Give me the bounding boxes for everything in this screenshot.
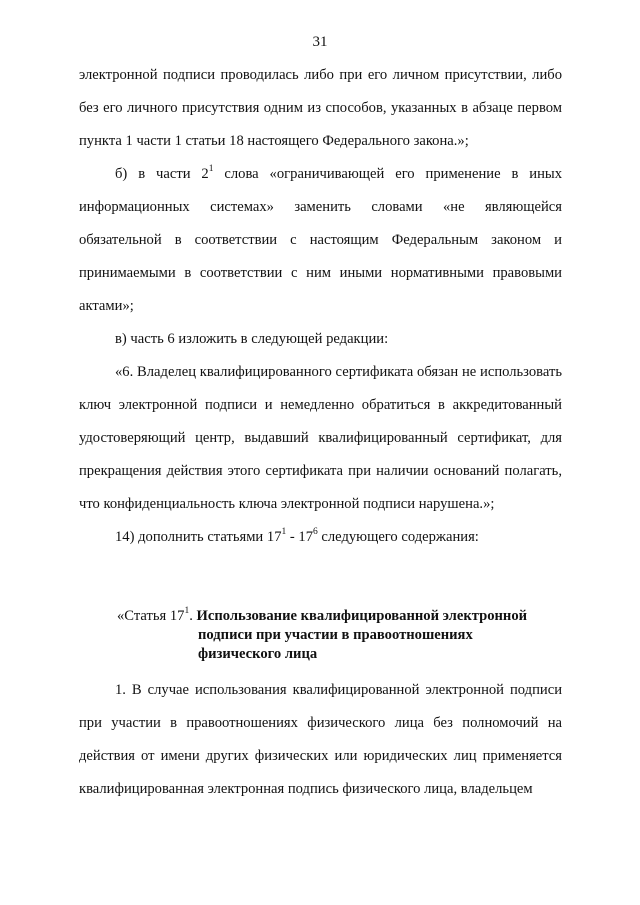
paragraph-v: в) часть 6 изложить в следующей редакции: xyxy=(115,331,389,347)
article-number-dot: . xyxy=(189,608,197,624)
item-14-text-1: 14) дополнить статьями 17 xyxy=(115,529,282,545)
paragraph-b xyxy=(79,158,562,323)
superscript: 1 xyxy=(281,527,287,538)
paragraph-item-14 xyxy=(79,521,562,554)
article-heading xyxy=(117,607,577,664)
paragraph-1: 1. В случае использования квалифицированной электронной подписи при участии в правоотношениях физического лица без полномочий на действия от имени других физических или юридических лиц применяется квалифицированная электронная подпись физического лица, владельцем xyxy=(79,682,562,797)
item-14-text-2: - 17 xyxy=(286,529,314,545)
item-14-text-3: следующего содержания: xyxy=(317,529,479,545)
superscript: 1 xyxy=(208,164,214,175)
article-number-text: «Статья 17 xyxy=(117,608,185,624)
article-number xyxy=(117,608,197,624)
superscript: 6 xyxy=(313,527,318,538)
paragraph-b-text-end: слова «ограничивающей его применение в иных информационных системах» заменить словами «не являющейся обязательной в соответствии с настоящим Федеральным законом и принимаемыми в соответствии с ним иными нормативными правовыми актами»; xyxy=(79,166,563,314)
paragraph-part-6: «6. Владелец квалифицированного сертификата обязан не использовать ключ электронной подписи и немедленно обратиться в аккредитованный удостоверяющий центр, выдавший квалифицированный сертификат, для прекращения действия этого сертификата при наличии оснований полагать, что конфиденциальность ключа электронной подписи нарушена.»; xyxy=(79,364,562,512)
paragraph-b-text-start: б) в части 2 xyxy=(115,166,209,182)
paragraph-continuation: электронной подписи проводилась либо при его личном присутствии, либо без его личного присутствия одним из способов, указанных в абзаце первом пункта 1 части 1 статьи 18 настоящего Федерального закона.»; xyxy=(79,67,562,149)
document-body-upper xyxy=(79,59,562,554)
article-title-line: подписи при участии в правоотношениях xyxy=(198,627,473,643)
document-body-lower xyxy=(79,674,562,806)
article-title-line: физического лица xyxy=(198,646,318,662)
page-number: 31 xyxy=(312,34,328,50)
superscript: 1 xyxy=(184,606,190,617)
article-title-line: Использование квалифицированной электронной xyxy=(196,608,528,624)
